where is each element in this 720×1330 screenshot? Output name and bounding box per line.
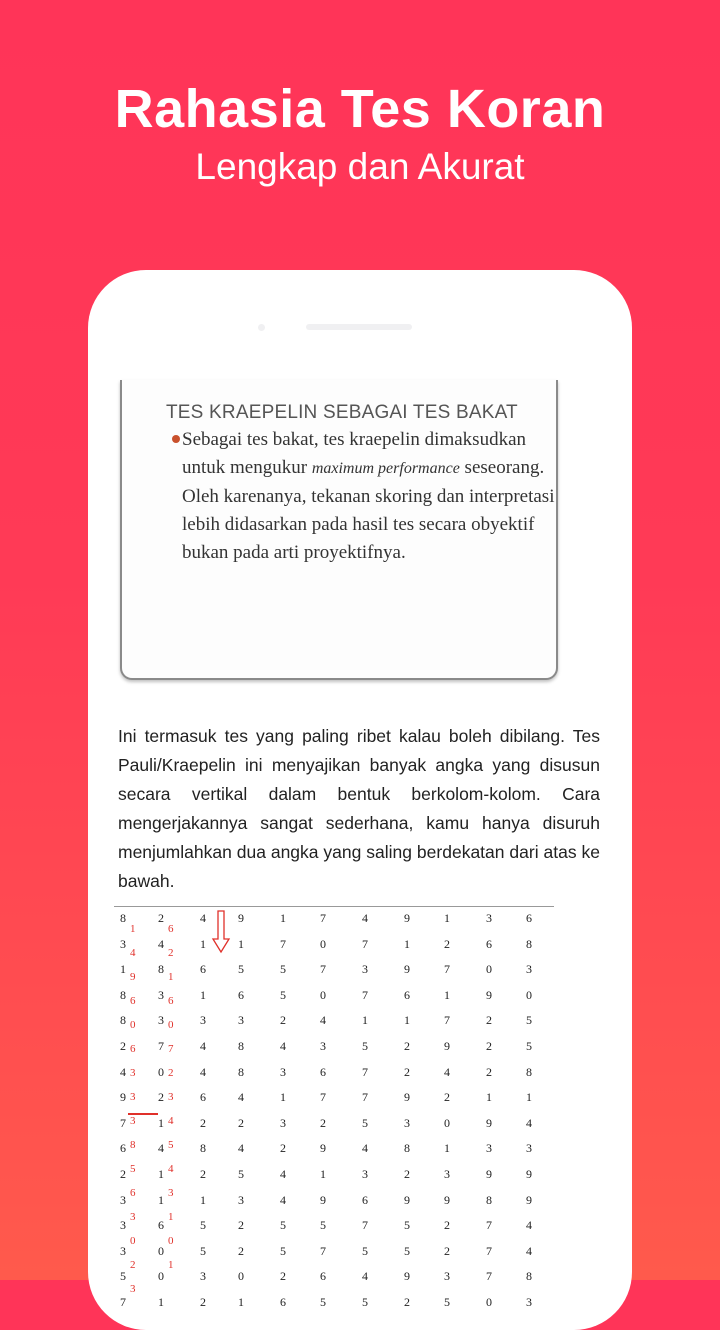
number-cell: 4 bbox=[320, 1013, 326, 1028]
number-cell: 8 bbox=[526, 1064, 532, 1079]
number-cell: 9 bbox=[486, 1115, 492, 1130]
number-cell: 1 bbox=[120, 962, 126, 977]
number-cell: 2 bbox=[120, 1038, 126, 1053]
number-cell: 1 bbox=[158, 1115, 164, 1130]
number-cell: 9 bbox=[404, 1090, 410, 1105]
number-cell: 6 bbox=[320, 1064, 326, 1079]
red-sum-note: 4 bbox=[168, 1115, 174, 1127]
number-cell: 2 bbox=[444, 1243, 450, 1258]
number-cell: 3 bbox=[362, 1166, 368, 1181]
number-cell: 0 bbox=[486, 962, 492, 977]
number-cell: 5 bbox=[526, 1013, 532, 1028]
number-cell: 5 bbox=[200, 1218, 206, 1233]
number-column bbox=[200, 911, 220, 1321]
number-cell: 2 bbox=[280, 1141, 286, 1156]
number-cell: 6 bbox=[200, 1090, 206, 1105]
hero-banner bbox=[0, 0, 720, 230]
number-cell: 2 bbox=[158, 911, 164, 925]
app-screen[interactable] bbox=[106, 386, 614, 1309]
number-cell: 4 bbox=[526, 1243, 532, 1258]
number-cell: 7 bbox=[320, 1243, 326, 1258]
number-cell: 8 bbox=[238, 1064, 244, 1079]
number-cell: 1 bbox=[158, 1166, 164, 1181]
red-sum-note: 0 bbox=[168, 1019, 174, 1031]
number-cell: 3 bbox=[158, 1013, 164, 1028]
number-cell: 8 bbox=[158, 962, 164, 977]
number-cell: 0 bbox=[320, 987, 326, 1002]
number-column bbox=[404, 911, 424, 1321]
red-sum-note: 7 bbox=[168, 1043, 174, 1055]
number-cell: 5 bbox=[362, 1294, 368, 1309]
number-cell: 1 bbox=[444, 911, 450, 925]
number-cell: 1 bbox=[404, 1013, 410, 1028]
number-cell: 7 bbox=[120, 1115, 126, 1130]
number-cell: 3 bbox=[120, 936, 126, 951]
number-cell: 9 bbox=[320, 1192, 326, 1207]
number-cell: 5 bbox=[362, 1243, 368, 1258]
number-cell: 2 bbox=[404, 1294, 410, 1309]
number-cell: 5 bbox=[238, 1166, 244, 1181]
number-cell: 1 bbox=[280, 911, 286, 925]
number-cell: 2 bbox=[238, 1115, 244, 1130]
kraepelin-number-table bbox=[114, 906, 554, 1309]
hero-subtitle: Lengkap dan Akurat bbox=[195, 146, 525, 187]
number-cell: 0 bbox=[158, 1269, 164, 1284]
number-cell: 9 bbox=[238, 911, 244, 925]
number-cell: 4 bbox=[280, 1166, 286, 1181]
number-cell: 4 bbox=[200, 911, 206, 925]
number-column bbox=[320, 911, 340, 1321]
number-cell: 7 bbox=[320, 962, 326, 977]
number-cell: 5 bbox=[280, 987, 286, 1002]
red-sum-note: 3 bbox=[130, 1067, 136, 1079]
number-cell: 6 bbox=[404, 987, 410, 1002]
number-cell: 1 bbox=[238, 936, 244, 951]
red-sum-note: 6 bbox=[168, 995, 174, 1007]
number-cell: 7 bbox=[362, 1218, 368, 1233]
number-cell: 3 bbox=[280, 1064, 286, 1079]
red-sum-note: 0 bbox=[168, 1235, 174, 1247]
number-cell: 5 bbox=[444, 1294, 450, 1309]
number-cell: 9 bbox=[486, 987, 492, 1002]
number-cell: 2 bbox=[320, 1115, 326, 1130]
number-cell: 9 bbox=[486, 1166, 492, 1181]
number-cell: 1 bbox=[238, 1294, 244, 1309]
number-cell: 0 bbox=[158, 1064, 164, 1079]
number-cell: 3 bbox=[486, 911, 492, 925]
number-cell: 9 bbox=[526, 1192, 532, 1207]
number-cell: 4 bbox=[280, 1038, 286, 1053]
red-sum-note: 4 bbox=[168, 1163, 174, 1175]
number-cell: 8 bbox=[200, 1141, 206, 1156]
number-cell: 4 bbox=[238, 1141, 244, 1156]
number-cell: 0 bbox=[486, 1294, 492, 1309]
number-cell: 1 bbox=[200, 936, 206, 951]
number-cell: 1 bbox=[362, 1013, 368, 1028]
number-cell: 7 bbox=[444, 962, 450, 977]
number-cell: 1 bbox=[404, 936, 410, 951]
red-sum-note: 3 bbox=[130, 1115, 136, 1127]
number-cell: 0 bbox=[444, 1115, 450, 1130]
number-cell: 3 bbox=[120, 1192, 126, 1207]
slide-text-part1: Sebagai tes bakat, tes kraepelin dimaksudkan untuk mengukur bbox=[182, 429, 527, 478]
number-cell: 4 bbox=[158, 936, 164, 951]
red-sum-note: 5 bbox=[168, 1139, 174, 1151]
number-cell: 8 bbox=[404, 1141, 410, 1156]
number-cell: 1 bbox=[526, 1090, 532, 1105]
number-cell: 8 bbox=[486, 1192, 492, 1207]
red-sum-note: 0 bbox=[130, 1235, 136, 1247]
number-cell: 7 bbox=[320, 911, 326, 925]
red-sum-note: 3 bbox=[130, 1091, 136, 1103]
number-cell: 5 bbox=[320, 1294, 326, 1309]
slide-image-card bbox=[120, 380, 558, 680]
number-cell: 8 bbox=[120, 911, 126, 925]
number-cell: 7 bbox=[486, 1269, 492, 1284]
red-sum-note: 5 bbox=[130, 1163, 136, 1175]
hero-title: Rahasia Tes Koran bbox=[114, 79, 606, 139]
number-cell: 3 bbox=[238, 1013, 244, 1028]
number-cell: 7 bbox=[444, 1013, 450, 1028]
number-cell: 7 bbox=[320, 1090, 326, 1105]
number-cell: 5 bbox=[362, 1115, 368, 1130]
number-cell: 7 bbox=[362, 987, 368, 1002]
red-sum-note: 3 bbox=[168, 1187, 174, 1199]
number-cell: 7 bbox=[280, 936, 286, 951]
number-cell: 2 bbox=[280, 1013, 286, 1028]
number-cell: 5 bbox=[362, 1038, 368, 1053]
number-cell: 3 bbox=[444, 1166, 450, 1181]
number-cell: 2 bbox=[120, 1166, 126, 1181]
number-cell: 5 bbox=[526, 1038, 532, 1053]
red-sum-note: 2 bbox=[168, 947, 174, 959]
red-sum-note: 3 bbox=[130, 1211, 136, 1223]
number-cell: 3 bbox=[404, 1115, 410, 1130]
number-cell: 9 bbox=[120, 1090, 126, 1105]
number-cell: 7 bbox=[120, 1294, 126, 1309]
number-cell: 2 bbox=[280, 1269, 286, 1284]
number-cell: 5 bbox=[280, 1243, 286, 1258]
number-cell: 3 bbox=[158, 987, 164, 1002]
number-cell: 9 bbox=[404, 962, 410, 977]
number-cell: 3 bbox=[120, 1243, 126, 1258]
number-cell: 2 bbox=[444, 1090, 450, 1105]
number-cell: 6 bbox=[486, 936, 492, 951]
red-sum-note: 6 bbox=[130, 1043, 136, 1055]
number-cell: 7 bbox=[362, 936, 368, 951]
number-cell: 2 bbox=[444, 1218, 450, 1233]
number-cell: 4 bbox=[200, 1038, 206, 1053]
red-sum-note: 6 bbox=[130, 1187, 136, 1199]
number-cell: 6 bbox=[158, 1218, 164, 1233]
number-cell: 8 bbox=[120, 987, 126, 1002]
phone-speaker bbox=[306, 324, 412, 330]
number-cell: 1 bbox=[158, 1192, 164, 1207]
number-cell: 3 bbox=[320, 1038, 326, 1053]
number-cell: 1 bbox=[200, 1192, 206, 1207]
number-cell: 4 bbox=[280, 1192, 286, 1207]
number-cell: 2 bbox=[486, 1013, 492, 1028]
number-column bbox=[238, 911, 258, 1321]
number-cell: 1 bbox=[486, 1090, 492, 1105]
number-cell: 3 bbox=[120, 1218, 126, 1233]
number-cell: 2 bbox=[158, 1090, 164, 1105]
number-cell: 9 bbox=[404, 1192, 410, 1207]
number-cell: 3 bbox=[526, 962, 532, 977]
number-cell: 4 bbox=[362, 911, 368, 925]
number-cell: 9 bbox=[404, 1269, 410, 1284]
number-cell: 1 bbox=[158, 1294, 164, 1309]
red-sum-note: 2 bbox=[130, 1259, 136, 1271]
number-cell: 4 bbox=[238, 1090, 244, 1105]
number-cell: 0 bbox=[526, 987, 532, 1002]
number-cell: 0 bbox=[158, 1243, 164, 1258]
number-cell: 2 bbox=[238, 1243, 244, 1258]
number-cell: 7 bbox=[486, 1218, 492, 1233]
number-cell: 5 bbox=[238, 962, 244, 977]
number-cell: 8 bbox=[120, 1013, 126, 1028]
number-cell: 6 bbox=[362, 1192, 368, 1207]
number-cell: 4 bbox=[120, 1064, 126, 1079]
number-cell: 6 bbox=[280, 1294, 286, 1309]
number-cell: 5 bbox=[200, 1243, 206, 1258]
number-cell: 7 bbox=[158, 1038, 164, 1053]
number-column bbox=[526, 911, 546, 1321]
front-camera bbox=[258, 324, 265, 331]
number-cell: 3 bbox=[362, 962, 368, 977]
red-sum-note: 3 bbox=[130, 1283, 136, 1295]
red-sum-note: 6 bbox=[168, 923, 174, 935]
number-cell: 2 bbox=[444, 936, 450, 951]
number-cell: 3 bbox=[200, 1269, 206, 1284]
red-sum-note: 1 bbox=[168, 1211, 174, 1223]
number-cell: 2 bbox=[238, 1218, 244, 1233]
red-sum-note: 1 bbox=[168, 971, 174, 983]
number-cell: 2 bbox=[404, 1038, 410, 1053]
number-cell: 8 bbox=[526, 1269, 532, 1284]
number-cell: 2 bbox=[200, 1294, 206, 1309]
number-column bbox=[362, 911, 382, 1321]
number-cell: 7 bbox=[362, 1090, 368, 1105]
red-sum-note: 9 bbox=[130, 971, 136, 983]
number-cell: 2 bbox=[486, 1038, 492, 1053]
number-cell: 3 bbox=[238, 1192, 244, 1207]
number-cell: 6 bbox=[238, 987, 244, 1002]
number-cell: 4 bbox=[362, 1141, 368, 1156]
number-cell: 2 bbox=[404, 1064, 410, 1079]
phone-mockup bbox=[88, 270, 632, 1330]
red-sum-note: 1 bbox=[130, 923, 136, 935]
number-cell: 3 bbox=[444, 1269, 450, 1284]
number-cell: 9 bbox=[404, 911, 410, 925]
number-cell: 6 bbox=[526, 911, 532, 925]
red-sum-note: 6 bbox=[130, 995, 136, 1007]
number-cell: 9 bbox=[444, 1038, 450, 1053]
number-cell: 8 bbox=[238, 1038, 244, 1053]
number-cell: 5 bbox=[120, 1269, 126, 1284]
article-paragraph: Ini termasuk tes yang paling ribet kalau boleh dibilang. Tes Pauli/Kraepelin ini menyajikan banyak angka yang disusun secara vertikal dalam bentuk berkolom-kolom. Cara mengerjakannya sangat sederhana, kamu hanya disuruh menjumlahkan dua angka yang saling berdekatan dari atas ke bawah. bbox=[118, 726, 600, 891]
number-cell: 5 bbox=[280, 1218, 286, 1233]
red-sum-note: 3 bbox=[168, 1091, 174, 1103]
number-column bbox=[444, 911, 464, 1321]
number-cell: 1 bbox=[444, 987, 450, 1002]
number-cell: 6 bbox=[120, 1141, 126, 1156]
number-cell: 5 bbox=[404, 1243, 410, 1258]
number-cell: 2 bbox=[404, 1166, 410, 1181]
number-cell: 2 bbox=[486, 1064, 492, 1079]
number-cell: 3 bbox=[486, 1141, 492, 1156]
number-cell: 0 bbox=[320, 936, 326, 951]
number-cell: 4 bbox=[200, 1064, 206, 1079]
number-cell: 9 bbox=[444, 1192, 450, 1207]
number-cell: 5 bbox=[320, 1218, 326, 1233]
number-cell: 3 bbox=[280, 1115, 286, 1130]
number-cell: 2 bbox=[200, 1166, 206, 1181]
red-sum-note: 2 bbox=[168, 1067, 174, 1079]
red-sum-note: 1 bbox=[168, 1259, 174, 1271]
number-cell: 0 bbox=[238, 1269, 244, 1284]
slide-heading: TES KRAEPELIN SEBAGAI TES BAKAT bbox=[166, 402, 518, 423]
number-cell: 5 bbox=[404, 1218, 410, 1233]
number-cell: 1 bbox=[280, 1090, 286, 1105]
number-cell: 4 bbox=[444, 1064, 450, 1079]
number-column bbox=[280, 911, 300, 1321]
number-cell: 8 bbox=[526, 936, 532, 951]
number-cell: 7 bbox=[362, 1064, 368, 1079]
number-cell: 3 bbox=[526, 1141, 532, 1156]
number-cell: 4 bbox=[362, 1269, 368, 1284]
slide-body-text bbox=[182, 426, 562, 567]
number-cell: 1 bbox=[200, 987, 206, 1002]
number-cell: 7 bbox=[486, 1243, 492, 1258]
slide-text-part2: seseorang. Oleh karenanya, tekanan skoring dan interpretasi lebih didasarkan pada hasil tes secara obyektif bukan pada arti proyektifnya. bbox=[182, 457, 555, 563]
number-cell: 1 bbox=[320, 1166, 326, 1181]
number-cell: 5 bbox=[280, 962, 286, 977]
bullet-dot-icon bbox=[172, 435, 180, 443]
number-cell: 2 bbox=[200, 1115, 206, 1130]
number-cell: 9 bbox=[320, 1141, 326, 1156]
slide-text-italic: maximum performance bbox=[311, 460, 460, 477]
red-sum-note: 4 bbox=[130, 947, 136, 959]
number-cell: 4 bbox=[526, 1115, 532, 1130]
number-cell: 1 bbox=[444, 1141, 450, 1156]
number-cell: 9 bbox=[526, 1166, 532, 1181]
number-cell: 4 bbox=[158, 1141, 164, 1156]
number-cell: 3 bbox=[526, 1294, 532, 1309]
number-cell: 4 bbox=[526, 1218, 532, 1233]
number-cell: 6 bbox=[200, 962, 206, 977]
red-sum-note: 0 bbox=[130, 1019, 136, 1031]
number-column bbox=[486, 911, 506, 1321]
red-sum-note: 8 bbox=[130, 1139, 136, 1151]
number-cell: 3 bbox=[200, 1013, 206, 1028]
number-cell: 6 bbox=[320, 1269, 326, 1284]
